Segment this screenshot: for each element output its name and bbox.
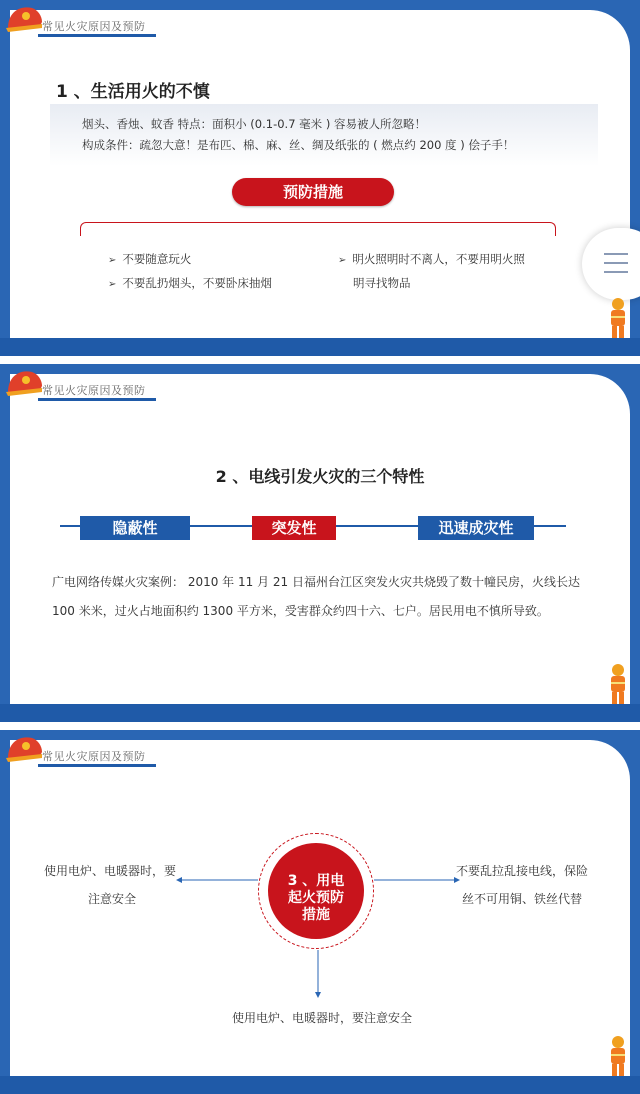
- list-item: ➢ 不要随意玩火: [108, 252, 192, 266]
- slide-card: [10, 10, 630, 338]
- slide-1: [0, 0, 640, 356]
- bottom-tip: 使用电炉、电暖器时，要注意安全: [232, 1011, 413, 1025]
- header-label: 常见火灾原因及预防: [42, 20, 146, 33]
- info-box: [50, 104, 598, 166]
- right-tip-line-1: 不要乱拉乱接电线，保险: [456, 864, 589, 878]
- section-title: 2 、电线引发火灾的三个特性: [215, 467, 425, 486]
- info-line-2: 构成条件：疏忽大意！是布匹、棉、麻、丝、绸及纸张的 ( 燃点约 200 度 ) 侩子手！: [82, 138, 515, 152]
- arrow-icon: ➢: [108, 279, 117, 290]
- list-item: ➢ 不要乱扔烟头，不要卧床抽烟: [108, 276, 272, 290]
- menu-icon-bar: [604, 262, 628, 264]
- firefighter-icon: [604, 662, 632, 706]
- bullet-list-left: [108, 248, 272, 296]
- left-tip-line-2: 注意安全: [88, 892, 137, 906]
- header-underline: [38, 398, 156, 401]
- bottom-bar: [0, 338, 640, 356]
- brace-line: [80, 222, 556, 236]
- bottom-bar: [0, 704, 640, 722]
- tag-sudden: 突发性: [252, 516, 336, 540]
- list-item-cont: 明寻找物品: [353, 276, 411, 290]
- header-label: 常见火灾原因及预防: [42, 750, 146, 763]
- bullet-list-right: [338, 248, 525, 294]
- tag-concealed: 隐蔽性: [80, 516, 190, 540]
- center-line-1: 3 、用电: [287, 873, 345, 889]
- header-underline: [38, 34, 156, 37]
- header-label: 常见火灾原因及预防: [42, 384, 146, 397]
- helmet-icon: [4, 2, 44, 36]
- menu-icon-bar: [604, 271, 628, 273]
- helmet-icon: [4, 366, 44, 400]
- left-tip-line-1: 使用电炉、电暖器时，要: [44, 864, 177, 878]
- left-tip: [44, 857, 176, 913]
- arrow-icon: ➢: [338, 255, 347, 266]
- center-line-2: 起火预防: [288, 890, 344, 906]
- tag-rapid: 迅速成灾性: [418, 516, 534, 540]
- menu-icon: [604, 253, 628, 255]
- section-title: 1 、生活用火的不慎: [56, 82, 210, 102]
- list-item: ➢ 明火照明时不离人，不要用明火照: [338, 252, 525, 266]
- case-paragraph: 广电网络传媒火灾案例： 2010 年 11 月 21 日福州台江区突发火灾共烧毁了数十幢民房，火线长达 100 米米，过火占地面积约 1300 平方米，受害群众约四十六、七户。居民用电不慎所导致。: [52, 575, 580, 618]
- firefighter-icon: [604, 296, 632, 340]
- center-circle: [268, 843, 364, 939]
- prevention-pill: 预防措施: [232, 178, 394, 206]
- right-tip-line-2: 丝不可用铜、铁丝代替: [462, 892, 583, 906]
- info-line-1: 烟头、香烛、蚊香 特点：面积小 (0.1-0.7 毫米 ) 容易被人所忽略！: [82, 117, 426, 131]
- slide-2: [0, 364, 640, 722]
- arrow-icon: ➢: [108, 255, 117, 266]
- center-line-3: 措施: [302, 907, 330, 923]
- right-tip: [456, 857, 588, 913]
